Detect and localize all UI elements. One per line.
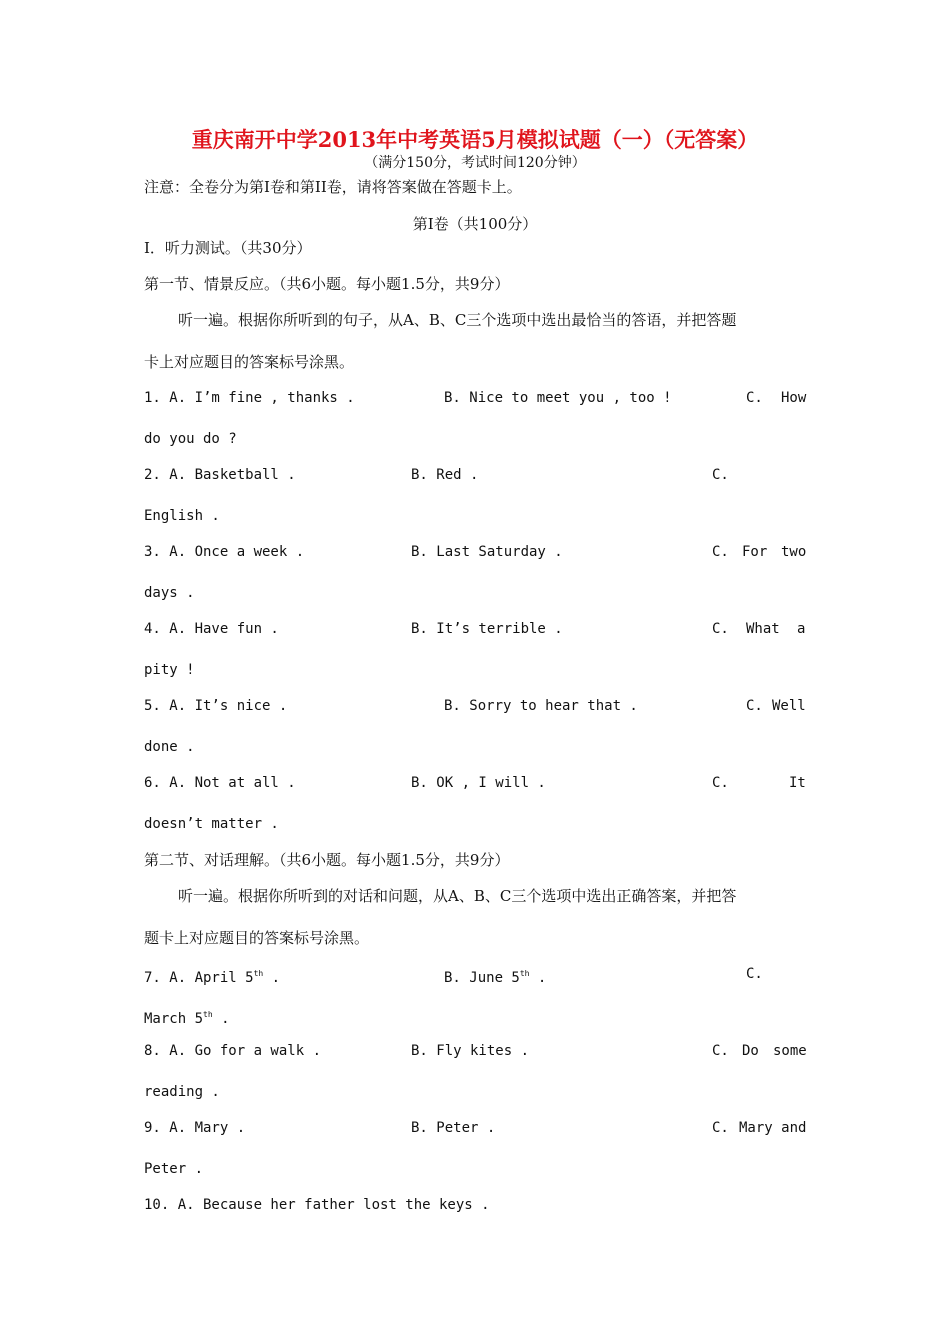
sub2-heading: 第二节、对话理解。（共6小题。每小题1.5分，共9分） bbox=[144, 851, 510, 869]
q3-option-c-cont: days . bbox=[144, 585, 195, 601]
q9-option-c-label: C. bbox=[712, 1120, 729, 1136]
notice: 注意：全卷分为第Ⅰ卷和第II卷，请将答案做在答题卡上。 bbox=[144, 178, 522, 196]
sub1-instruction-cont: 卡上对应题目的答案标号涂黑。 bbox=[144, 353, 355, 371]
q9-option-a: 9. A. Mary . bbox=[144, 1120, 246, 1136]
q8-option-c-word1: Do bbox=[742, 1043, 759, 1059]
q6-option-c-text: It bbox=[789, 775, 806, 791]
q2-option-b: B. Red . bbox=[411, 467, 479, 483]
q2-option-a: 2. A. Basketball . bbox=[144, 467, 296, 483]
q2-option-c-label: C. bbox=[712, 467, 729, 483]
sub1-heading: 第一节、情景反应。（共6小题。每小题1.5分，共9分） bbox=[144, 275, 510, 293]
sub1-instruction: 听一遍。根据你所听到的句子，从A、B、C三个选项中选出最恰当的答语，并把答题 bbox=[178, 311, 737, 329]
q1-option-c-text: How bbox=[781, 390, 807, 406]
q8-option-a: 8. A. Go for a walk . bbox=[144, 1043, 322, 1059]
q1-option-c-cont: do you do ? bbox=[144, 431, 237, 447]
q6-option-c-label: C. bbox=[712, 775, 729, 791]
q3-option-b: B. Last Saturday . bbox=[411, 544, 563, 560]
q5-option-c-text: Well bbox=[772, 698, 806, 714]
q9-option-b: B. Peter . bbox=[411, 1120, 496, 1136]
q1-option-b: B. Nice to meet you , too ! bbox=[444, 390, 672, 406]
part1-heading: 第Ⅰ卷（共100分） bbox=[412, 215, 538, 233]
q8-option-b: B. Fly kites . bbox=[411, 1043, 530, 1059]
q5-option-c-label: C. bbox=[746, 698, 763, 714]
q1-option-a: 1. A. I’m fine , thanks . bbox=[144, 390, 355, 406]
q3-option-c-word2: two bbox=[781, 544, 807, 560]
q2-option-c-cont: English . bbox=[144, 508, 220, 524]
q8-option-c-label: C. bbox=[712, 1043, 729, 1059]
q3-option-c-word1: For bbox=[742, 544, 768, 560]
q3-option-c-label: C. bbox=[712, 544, 729, 560]
q9-option-c-text: Mary and bbox=[739, 1120, 807, 1136]
q7-option-c-label: C. bbox=[746, 966, 763, 982]
q9-option-c-cont: Peter . bbox=[144, 1161, 204, 1177]
q5-option-c-cont: done . bbox=[144, 739, 195, 755]
q6-option-b: B. OK , I will . bbox=[411, 775, 546, 791]
sub2-instruction-cont: 题卡上对应题目的答案标号涂黑。 bbox=[144, 929, 370, 947]
q4-option-b: B. It’s terrible . bbox=[411, 621, 563, 637]
q7-option-a: 7. A. April 5th . bbox=[144, 969, 281, 986]
q5-option-a: 5. A. It’s nice . bbox=[144, 698, 288, 714]
q1-option-c-label: C. bbox=[746, 390, 763, 406]
q4-option-c-label: C. bbox=[712, 621, 729, 637]
q10-option-a: 10. A. Because her father lost the keys . bbox=[144, 1197, 490, 1213]
section1-heading: I．听力测试。（共30分） bbox=[144, 239, 312, 257]
q5-option-b: B. Sorry to hear that . bbox=[444, 698, 638, 714]
q6-option-a: 6. A. Not at all . bbox=[144, 775, 296, 791]
q6-option-c-cont: doesn’t matter . bbox=[144, 816, 279, 832]
q4-option-a: 4. A. Have fun . bbox=[144, 621, 279, 637]
q4-option-c-cont: pity ! bbox=[144, 662, 195, 678]
q4-option-c-word2: a bbox=[797, 621, 806, 637]
q7-option-c-cont: March 5th . bbox=[144, 1010, 230, 1027]
sub2-instruction: 听一遍。根据你所听到的对话和问题，从A、B、C三个选项中选出正确答案，并把答 bbox=[178, 887, 737, 905]
page-title: 重庆南开中学2013年中考英语5月模拟试题（一）（无答案） bbox=[191, 127, 759, 152]
q8-option-c-cont: reading . bbox=[144, 1084, 220, 1100]
q4-option-c-word1: What bbox=[746, 621, 780, 637]
q8-option-c-word2: some bbox=[773, 1043, 807, 1059]
q3-option-a: 3. A. Once a week . bbox=[144, 544, 305, 560]
page-subtitle: （满分150分，考试时间120分钟） bbox=[364, 155, 586, 171]
q7-option-b: B. June 5th . bbox=[444, 969, 547, 986]
